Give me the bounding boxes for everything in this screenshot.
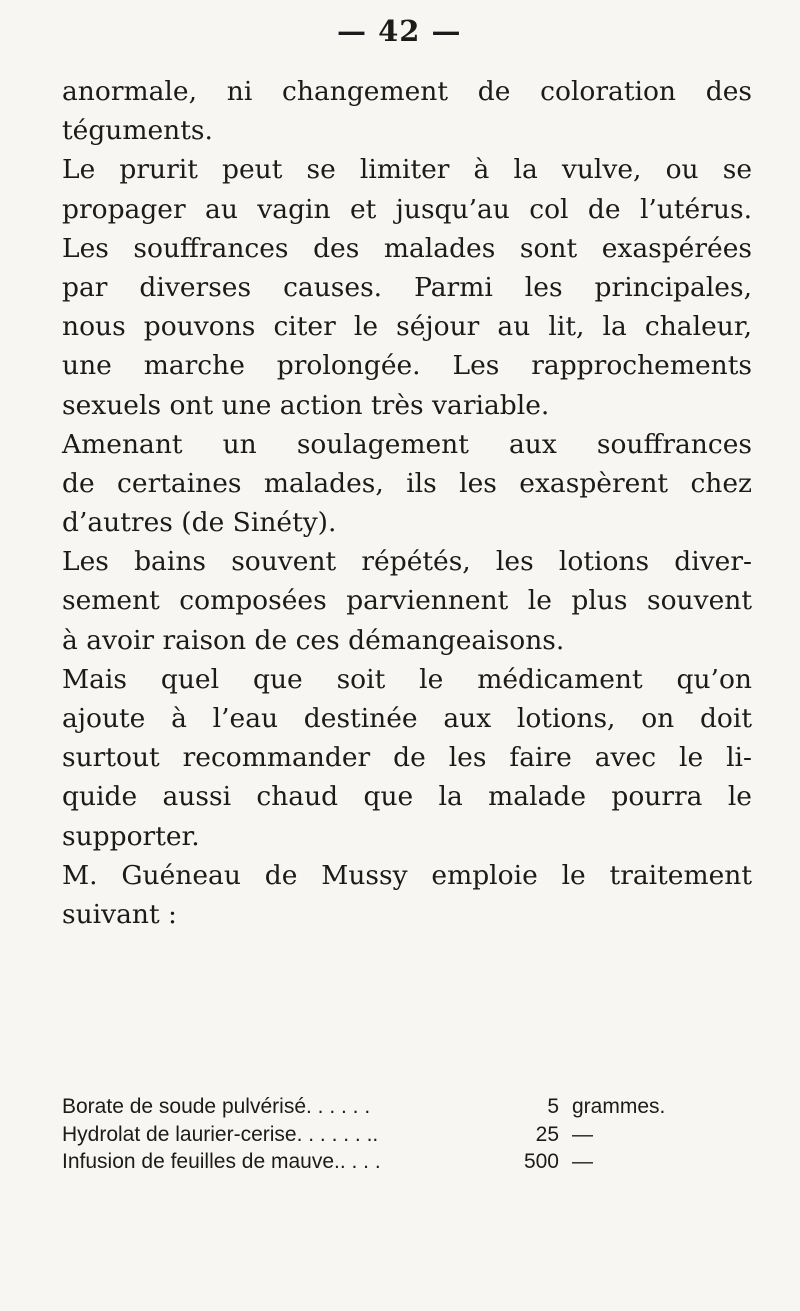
prescription-row — [62, 1148, 732, 1176]
text-line: une marche prolongée. Les rapprochements — [62, 350, 752, 382]
page-number: — 42 — — [337, 14, 462, 48]
text-line: Le prurit peut se limiter à la vulve, ou se — [62, 154, 752, 186]
text-line: anormale, ni changement de coloration des — [62, 76, 752, 107]
ingredient-quantity: 5 — [547, 1095, 559, 1118]
ingredient-unit: grammes. — [572, 1095, 666, 1118]
text-line: supporter. — [62, 820, 200, 852]
ingredient-quantity: 500 — [523, 1150, 559, 1173]
text-line: d’autres (de Sinéty). — [62, 507, 337, 539]
text-line: à avoir raison de ces démangeaisons. — [62, 624, 565, 656]
ingredient-name: Infusion de feuilles de mauve.. . . . — [62, 1150, 381, 1173]
text-line: quide aussi chaud que la malade pourra le — [62, 781, 752, 813]
text-line: Amenant un soulagement aux souffrances — [62, 428, 752, 460]
text-line: Les souffrances des malades sont exaspérées — [62, 232, 752, 264]
text-line: téguments. — [62, 115, 213, 147]
prescription-table — [62, 1093, 732, 1176]
text-line: suivant : — [62, 898, 177, 930]
text-line: par diverses causes. Parmi les principales, — [62, 271, 752, 303]
text-line: Mais quel que soit le médicament qu’on — [62, 663, 752, 695]
text-line: nous pouvons citer le séjour au lit, la chaleur, — [62, 311, 752, 343]
prescription-row — [62, 1121, 732, 1149]
body-text — [62, 72, 752, 934]
ingredient-unit: — — [572, 1150, 593, 1173]
text-line: surtout recommander de les faire avec le li- — [62, 742, 752, 774]
text-line: sement composées parviennent le plus souvent — [62, 585, 752, 617]
text-line: propager au vagin et jusqu’au col de l’utérus. — [62, 193, 752, 225]
text-line: ajoute à l’eau destinée aux lotions, on doit — [62, 703, 752, 734]
text-line: sexuels ont une action très variable. — [62, 389, 550, 421]
text-line: M. Guéneau de Mussy emploie le traitement — [62, 859, 752, 891]
prescription-row — [62, 1093, 732, 1121]
ingredient-name: Borate de soude pulvérisé. . . . . . — [62, 1095, 371, 1118]
ingredient-name: Hydrolat de laurier-cerise. . . . . . .. — [62, 1122, 379, 1146]
ingredient-quantity: 25 — [535, 1122, 559, 1146]
text-line: Les bains souvent répétés, les lotions diver- — [62, 546, 752, 578]
text-line: de certaines malades, ils les exaspèrent chez — [62, 467, 752, 499]
ingredient-unit: — — [572, 1122, 593, 1146]
